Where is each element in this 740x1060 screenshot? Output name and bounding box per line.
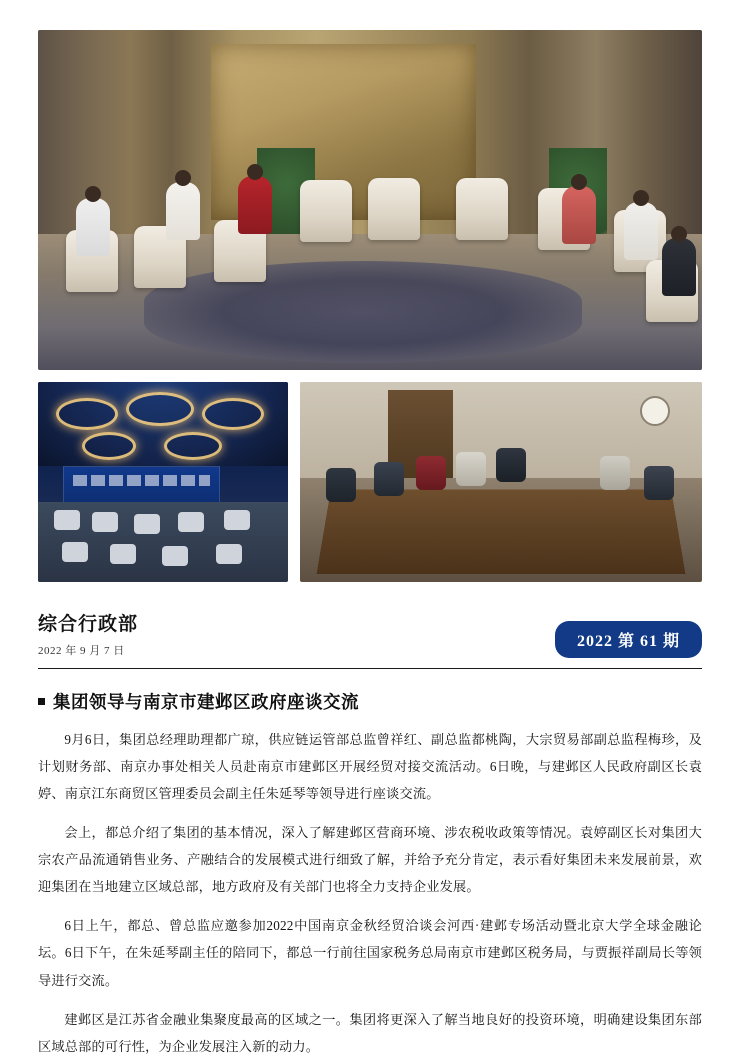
audience-seat (54, 510, 80, 530)
conference-table-photo (300, 382, 702, 582)
meeting-room-photo (38, 30, 702, 370)
clock-icon (640, 396, 670, 426)
seated-person (562, 186, 596, 244)
paragraph: 会上，都总介绍了集团的基本情况，深入了解建邺区营商环境、涉农税收政策等情况。袁婷副区长对集团大宗农产品流通销售业务、产融结合的发展模式进行细致了解，并给予充分肯定，表示看好集团未来发展前景，欢迎集团在当地建立区域总部，地方政府及有关部门也将全力支持企业发展。 (38, 825, 702, 895)
ring-light-icon (126, 392, 194, 426)
audience-seat (62, 542, 88, 562)
audience-seat (178, 512, 204, 532)
seated-person (600, 456, 630, 490)
audience-seat (216, 544, 242, 564)
article-body (38, 726, 702, 1060)
seated-person (456, 452, 486, 486)
square-bullet-icon (38, 698, 45, 705)
audience-seat (224, 510, 250, 530)
paragraph: 建邺区是江苏省金融业集聚度最高的区域之一。集团将更深入了解当地良好的投资环境，明确建设集团东部区域总部的可行性，为企业发展注入新的动力。 (38, 1011, 702, 1054)
photo-row (38, 382, 702, 582)
seated-person (238, 176, 272, 234)
ring-light-icon (82, 432, 136, 460)
seated-person (644, 466, 674, 500)
issue-badge: 2022 第 61 期 (555, 621, 702, 658)
article-headline (38, 689, 702, 714)
divider (38, 668, 702, 669)
armchair (456, 178, 508, 240)
ring-light-icon (56, 398, 118, 430)
headline-text: 集团领导与南京市建邺区政府座谈交流 (53, 692, 359, 712)
seated-person (326, 468, 356, 502)
audience-seat (134, 514, 160, 534)
armchair (368, 178, 420, 240)
masthead-left (38, 609, 138, 658)
seated-person (76, 198, 110, 256)
conference-table (317, 489, 686, 574)
audience-seat (110, 544, 136, 564)
armchair (300, 180, 352, 242)
ring-light-icon (164, 432, 222, 460)
seated-person (416, 456, 446, 490)
department-name: 综合行政部 (38, 614, 139, 635)
seated-person (496, 448, 526, 482)
audience-seat (162, 546, 188, 566)
masthead (38, 602, 702, 658)
ring-light-icon (202, 398, 264, 430)
paragraph: 9月6日，集团总经理助理都广琼，供应链运管部总监曾祥红、副总监都桃陶，大宗贸易部副总监程梅珍，及计划财务部、南京办事处相关人员赴南京市建邺区开展经贸对接交流活动。6日晚，与建邺区人民政府副区长袁婷、南京江东商贸区管理委员会副主任朱延琴等领导进行座谈交流。 (38, 732, 702, 802)
seated-person (624, 202, 658, 260)
paragraph: 6日上午，都总、曾总监应邀参加2022中国南京金秋经贸洽谈会河西·建邺专场活动暨北京大学全球金融论坛。6日下午，在朱延琴副主任的陪同下，都总一行前往国家税务总局南京市建邺区税务局，与贾振祥副局长等领导进行交流。 (38, 918, 702, 988)
forum-hall-photo (38, 382, 288, 582)
carpet (144, 261, 582, 363)
audience-seat (92, 512, 118, 532)
seated-person (374, 462, 404, 496)
seated-person (166, 182, 200, 240)
seated-person (662, 238, 696, 296)
publish-date: 2022 年 9 月 7 日 (38, 645, 125, 657)
article (38, 689, 702, 1060)
